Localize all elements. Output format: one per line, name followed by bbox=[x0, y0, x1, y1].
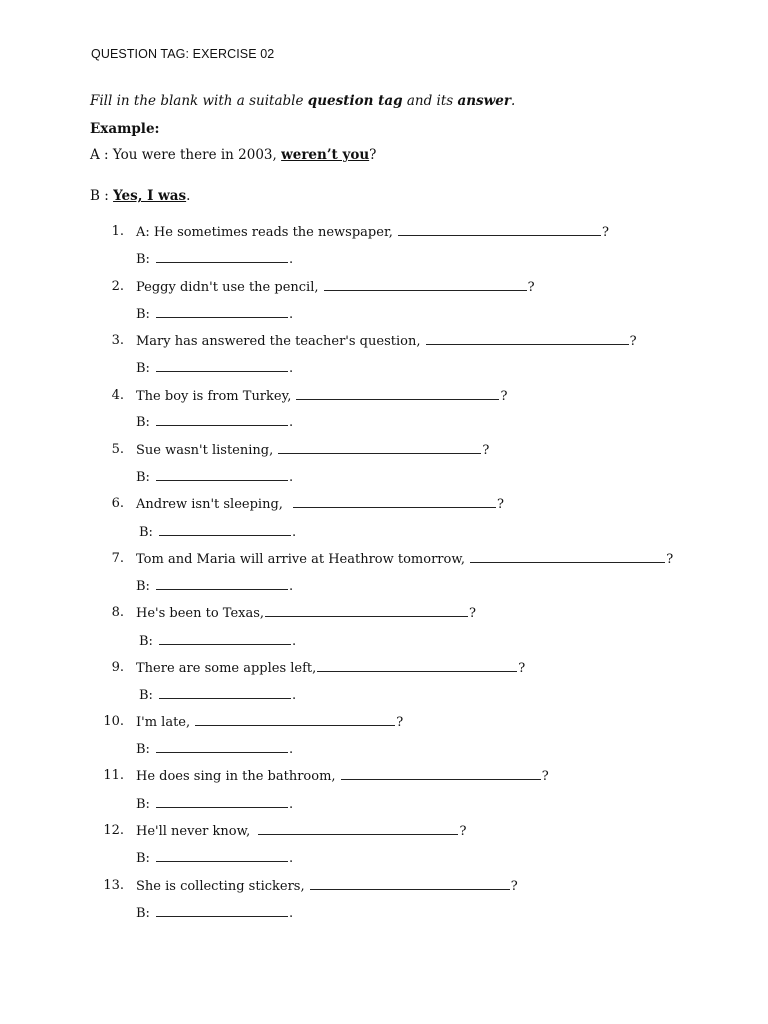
question-number: 13. bbox=[103, 878, 124, 893]
answer-period: . bbox=[291, 634, 297, 649]
answer-line-2 bbox=[136, 306, 293, 322]
question-mark: ? bbox=[518, 661, 526, 676]
answer-period: . bbox=[288, 579, 294, 594]
answer-label: B: bbox=[136, 906, 150, 921]
question-6 bbox=[90, 496, 710, 514]
question-tag-blank[interactable] bbox=[265, 605, 468, 617]
question-number: 8. bbox=[111, 605, 124, 620]
answer-line-7 bbox=[136, 578, 293, 594]
question-7 bbox=[90, 551, 710, 569]
question-tag-blank[interactable] bbox=[296, 388, 499, 400]
answer-line-9 bbox=[139, 687, 296, 703]
question-mark: ? bbox=[497, 497, 505, 512]
question-tag-blank[interactable] bbox=[470, 551, 665, 563]
question-10 bbox=[90, 714, 710, 732]
answer-line-4 bbox=[136, 414, 293, 430]
question-text: Sue wasn't listening, bbox=[136, 443, 278, 458]
answer-blank[interactable] bbox=[156, 469, 288, 481]
example-b-line: B : Yes, I was. bbox=[90, 188, 191, 204]
question-number: 5. bbox=[111, 442, 124, 457]
question-text: He'll never know, bbox=[136, 824, 255, 839]
answer-blank[interactable] bbox=[156, 251, 288, 263]
question-text: The boy is from Turkey, bbox=[136, 389, 296, 404]
answer-period: . bbox=[288, 470, 294, 485]
answer-line-1 bbox=[136, 251, 293, 267]
question-8 bbox=[90, 605, 710, 623]
question-text-line bbox=[136, 551, 673, 567]
question-5 bbox=[90, 442, 710, 460]
question-number: 9. bbox=[111, 660, 124, 675]
question-2 bbox=[90, 279, 710, 297]
answer-blank[interactable] bbox=[156, 578, 288, 590]
question-text-line bbox=[136, 496, 504, 512]
answer-label: B: bbox=[136, 361, 150, 376]
answer-label: B: bbox=[136, 579, 150, 594]
answer-blank[interactable] bbox=[156, 360, 288, 372]
answer-period: . bbox=[288, 415, 294, 430]
answer-line-12 bbox=[136, 850, 293, 866]
answer-period: . bbox=[288, 252, 294, 267]
question-text: A: He sometimes reads the newspaper, bbox=[136, 225, 397, 240]
question-number: 10. bbox=[103, 714, 124, 729]
question-mark: ? bbox=[482, 443, 490, 458]
question-number: 11. bbox=[103, 768, 124, 783]
worksheet-title: QUESTION TAG: EXERCISE 02 bbox=[91, 47, 275, 61]
question-text-line bbox=[136, 224, 609, 240]
answer-period: . bbox=[288, 361, 294, 376]
question-12 bbox=[90, 823, 710, 841]
question-number: 6. bbox=[111, 496, 124, 511]
answer-line-11 bbox=[136, 796, 293, 812]
question-tag-blank[interactable] bbox=[398, 224, 601, 236]
answer-label: B: bbox=[139, 688, 153, 703]
answer-label: B: bbox=[139, 525, 153, 540]
question-text-line bbox=[136, 878, 518, 894]
example-a-line: A : You were there in 2003, weren’t you? bbox=[90, 147, 377, 163]
question-number: 2. bbox=[111, 279, 124, 294]
question-text: Peggy didn't use the pencil, bbox=[136, 280, 323, 295]
answer-label: B: bbox=[139, 634, 153, 649]
answer-line-3 bbox=[136, 360, 293, 376]
question-1 bbox=[90, 224, 710, 242]
answer-label: B: bbox=[136, 742, 150, 757]
question-mark: ? bbox=[602, 225, 609, 240]
question-text-line bbox=[136, 823, 466, 839]
question-text-line bbox=[136, 714, 403, 730]
question-tag-blank[interactable] bbox=[293, 496, 496, 508]
answer-period: . bbox=[288, 742, 294, 757]
question-text-line bbox=[136, 442, 489, 458]
question-text-line bbox=[136, 388, 507, 404]
instructions: Fill in the blank with a suitable question tag and its answer. bbox=[90, 93, 516, 109]
question-mark: ? bbox=[510, 879, 518, 894]
question-text-line bbox=[136, 605, 476, 621]
answer-label: B: bbox=[136, 307, 150, 322]
question-11 bbox=[90, 768, 710, 786]
question-mark: ? bbox=[469, 606, 477, 621]
question-3 bbox=[90, 333, 710, 351]
question-tag-blank[interactable] bbox=[310, 878, 510, 890]
answer-blank[interactable] bbox=[156, 306, 288, 318]
answer-period: . bbox=[288, 851, 294, 866]
answer-period: . bbox=[291, 688, 297, 703]
answer-line-5 bbox=[136, 469, 293, 485]
question-tag-blank[interactable] bbox=[426, 333, 629, 345]
question-text-line bbox=[136, 768, 549, 784]
question-text-line bbox=[136, 333, 637, 349]
answer-blank[interactable] bbox=[156, 796, 288, 808]
question-text: He's been to Texas, bbox=[136, 606, 265, 621]
question-mark: ? bbox=[396, 715, 404, 730]
question-number: 4. bbox=[111, 388, 124, 403]
answer-label: B: bbox=[136, 470, 150, 485]
question-text: He does sing in the bathroom, bbox=[136, 769, 340, 784]
question-text-line bbox=[136, 660, 525, 676]
question-text-line bbox=[136, 279, 535, 295]
question-text: Andrew isn't sleeping, bbox=[136, 497, 288, 512]
question-tag-blank[interactable] bbox=[317, 660, 517, 672]
question-4 bbox=[90, 388, 710, 406]
question-text: Mary has answered the teacher's question, bbox=[136, 334, 425, 349]
answer-blank[interactable] bbox=[159, 524, 291, 536]
answer-period: . bbox=[288, 797, 294, 812]
question-text: I'm late, bbox=[136, 715, 195, 730]
question-text: She is collecting stickers, bbox=[136, 879, 309, 894]
answer-blank[interactable] bbox=[156, 741, 288, 753]
answer-blank[interactable] bbox=[159, 687, 291, 699]
question-13 bbox=[90, 878, 710, 896]
answer-label: B: bbox=[136, 415, 150, 430]
question-mark: ? bbox=[666, 552, 674, 567]
question-tag-blank[interactable] bbox=[195, 714, 395, 726]
question-mark: ? bbox=[459, 824, 467, 839]
question-number: 1. bbox=[111, 224, 124, 239]
question-tag-blank[interactable] bbox=[341, 768, 541, 780]
question-text: Tom and Maria will arrive at Heathrow tomorrow, bbox=[136, 552, 470, 567]
question-mark: ? bbox=[527, 280, 535, 295]
answer-blank[interactable] bbox=[156, 850, 288, 862]
answer-label: B: bbox=[136, 252, 150, 267]
question-number: 7. bbox=[111, 551, 124, 566]
answer-label: B: bbox=[136, 851, 150, 866]
example-label: Example: bbox=[90, 121, 160, 137]
answer-label: B: bbox=[136, 797, 150, 812]
question-text: There are some apples left, bbox=[136, 661, 317, 676]
answer-line-10 bbox=[136, 741, 293, 757]
answer-line-8 bbox=[139, 633, 296, 649]
question-mark: ? bbox=[629, 334, 637, 349]
question-mark: ? bbox=[541, 769, 549, 784]
answer-period: . bbox=[288, 906, 294, 921]
question-tag-blank[interactable] bbox=[258, 823, 458, 835]
question-tag-blank[interactable] bbox=[324, 279, 527, 291]
answer-blank[interactable] bbox=[156, 414, 288, 426]
answer-line-6 bbox=[139, 524, 296, 540]
answer-period: . bbox=[291, 525, 297, 540]
question-number: 12. bbox=[103, 823, 124, 838]
question-mark: ? bbox=[500, 389, 508, 404]
answer-blank[interactable] bbox=[156, 905, 288, 917]
answer-period: . bbox=[288, 307, 294, 322]
question-number: 3. bbox=[111, 333, 124, 348]
answer-line-13 bbox=[136, 905, 293, 921]
question-9 bbox=[90, 660, 710, 678]
question-tag-blank[interactable] bbox=[278, 442, 481, 454]
answer-blank[interactable] bbox=[159, 633, 291, 645]
